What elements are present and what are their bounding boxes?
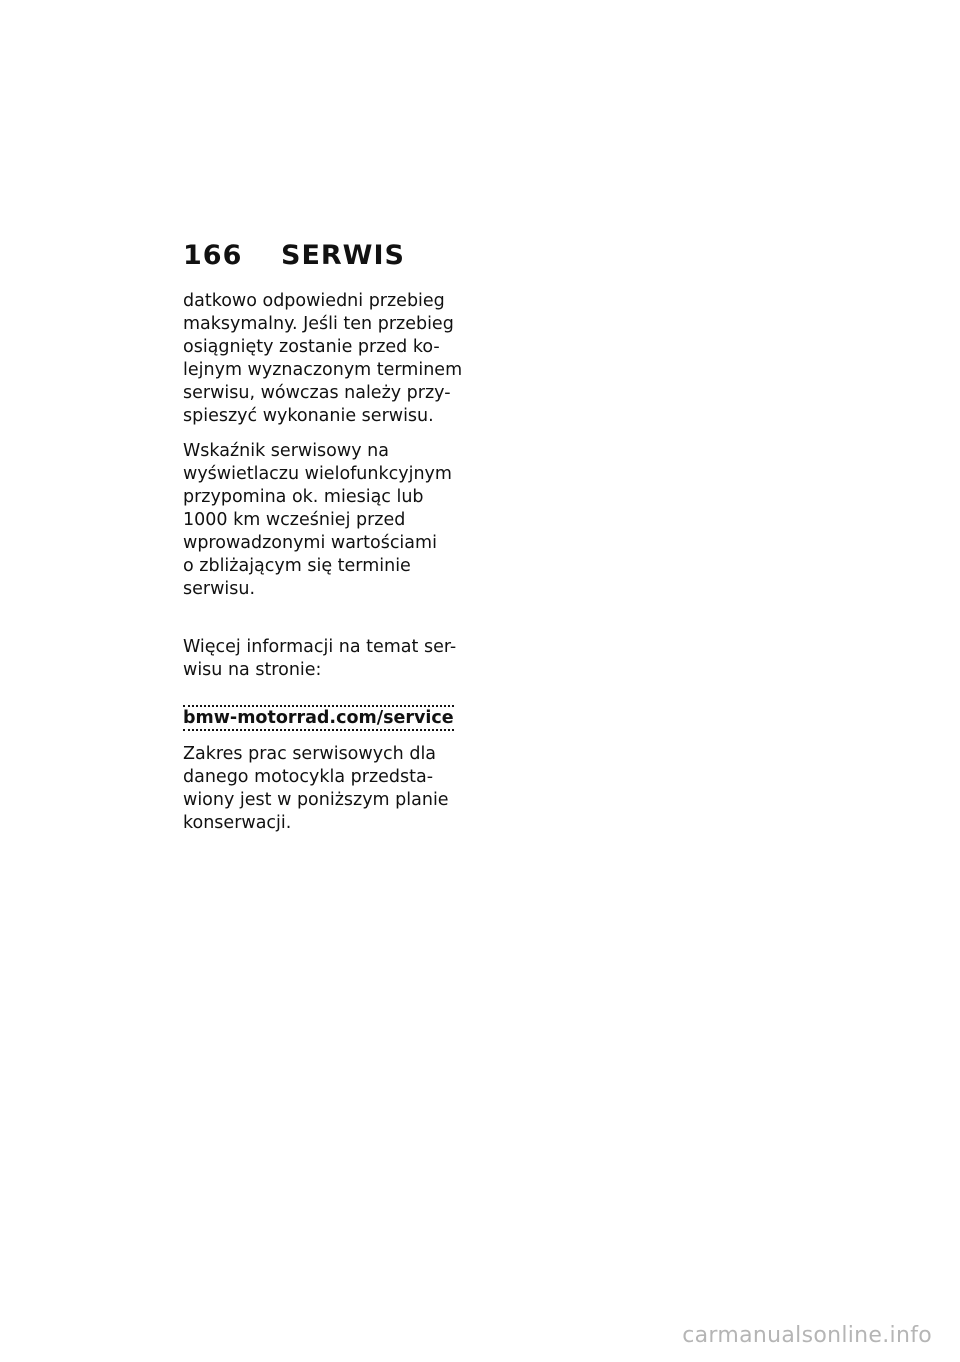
paragraph-maintenance-scope: Zakres prac serwisowych dla danego motocykla przedsta- wiony jest w poniższym planie konserwacji. [183, 744, 449, 833]
page-header [183, 240, 405, 271]
page-number: 166 [183, 240, 243, 271]
paragraph-mileage: datkowo odpowiedni przebieg maksymalny. Jeśli ten przebieg osiągnięty zostanie przed ko- lejnym wyznaczonym terminem serwisu, wówczas należy przy- spieszyć wykonanie serwisu. [183, 291, 463, 426]
more-info-text: Więcej informacji na temat ser- wisu na stronie: [183, 637, 457, 680]
paragraph-more-info [183, 613, 463, 731]
service-website-link[interactable]: bmw-motorrad.com/service [183, 705, 454, 731]
main-content [183, 290, 463, 847]
paragraph-service-indicator: Wskaźnik serwisowy na wyświetlaczu wielofunkcyjnym przypomina ok. miesiąc lub 1000 km wcześniej przed wprowadzonymi wartościami o zbliżającym się terminie serwisu. [183, 441, 452, 599]
watermark: carmanualsonline.info [682, 1323, 932, 1348]
section-title: SERWIS [281, 240, 405, 271]
